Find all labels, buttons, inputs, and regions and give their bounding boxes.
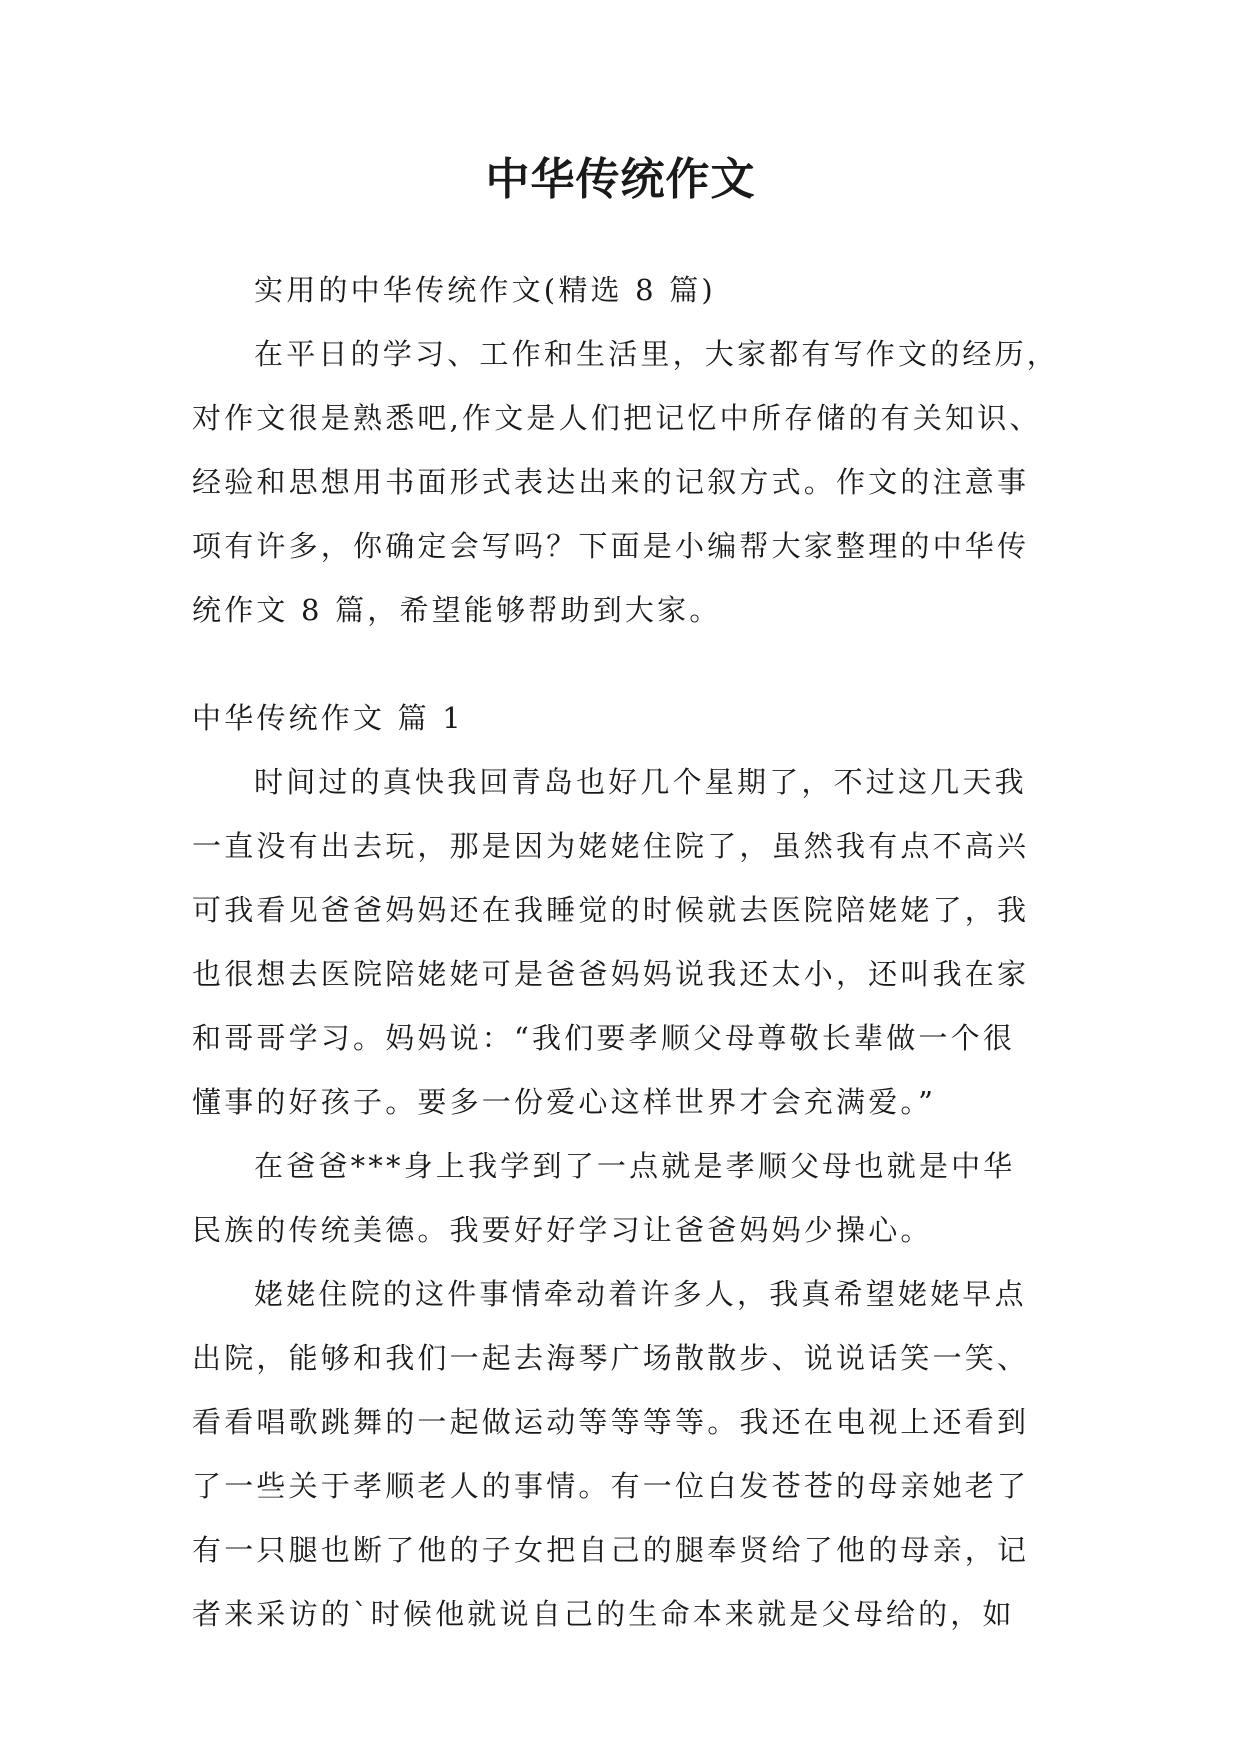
essay-paragraph-line: 姥姥住院的这件事情牵动着许多人，我真希望姥姥早点 bbox=[254, 1277, 1027, 1311]
essay-paragraph-line: 一直没有出去玩，那是因为姥姥住院了，虽然我有点不高兴 bbox=[192, 829, 1030, 863]
intro-paragraph-line: 对作文很是熟悉吧,作文是人们把记忆中所存储的有关知识、 bbox=[192, 401, 1042, 435]
essay-paragraph-line: 看看唱歌跳舞的一起做运动等等等等。我还在电视上还看到 bbox=[192, 1405, 1030, 1439]
intro-paragraph-line: 在平日的学习、工作和生活里，大家都有写作文的经历， bbox=[254, 337, 1060, 371]
intro-paragraph-line: 项有许多，你确定会写吗？下面是小编帮大家整理的中华传 bbox=[192, 529, 1030, 563]
essay-paragraph-line: 出院，能够和我们一起去海琴广场散散步、说说话笑一笑、 bbox=[192, 1341, 1030, 1375]
intro-subtitle: 实用的中华传统作文(精选 8 篇) bbox=[254, 273, 716, 307]
essay-paragraph-line: 时间过的真快我回青岛也好几个星期了，不过这几天我 bbox=[254, 765, 1027, 799]
essay-paragraph-line: 者来采访的`时候他就说自己的生命本来就是父母给的，如 bbox=[192, 1597, 1015, 1631]
essay-paragraph-line: 和哥哥学习。妈妈说：“我们要孝顺父母尊敬长辈做一个很 bbox=[192, 1021, 1016, 1055]
intro-paragraph-line: 经验和思想用书面形式表达出来的记叙方式。作文的注意事 bbox=[192, 465, 1030, 499]
essay-paragraph-line: 有一只腿也断了他的子女把自己的腿奉贤给了他的母亲，记 bbox=[192, 1533, 1030, 1567]
essay-paragraph-line: 在爸爸***身上我学到了一点就是孝顺父母也就是中华 bbox=[254, 1149, 1016, 1183]
intro-paragraph-line: 统作文 8 篇，希望能够帮助到大家。 bbox=[192, 593, 722, 627]
essay-paragraph-line: 民族的传统美德。我要好好学习让爸爸妈妈少操心。 bbox=[192, 1213, 933, 1247]
document-title: 中华传统作文 bbox=[485, 154, 756, 205]
section-spacer bbox=[192, 642, 1052, 686]
essay-paragraph-line: 懂事的好孩子。要多一份爱心这样世界才会充满爱。” bbox=[192, 1085, 937, 1119]
essay-paragraph-line: 可我看见爸爸妈妈还在我睡觉的时候就去医院陪姥姥了，我 bbox=[192, 893, 1030, 927]
essay-paragraph-line: 也很想去医院陪姥姥可是爸爸妈妈说我还太小，还叫我在家 bbox=[192, 957, 1030, 991]
essay-paragraph-line: 了一些关于孝顺老人的事情。有一位白发苍苍的母亲她老了 bbox=[192, 1469, 1030, 1503]
section-heading: 中华传统作文 篇 1 bbox=[192, 701, 464, 735]
document-body bbox=[192, 258, 1060, 1646]
